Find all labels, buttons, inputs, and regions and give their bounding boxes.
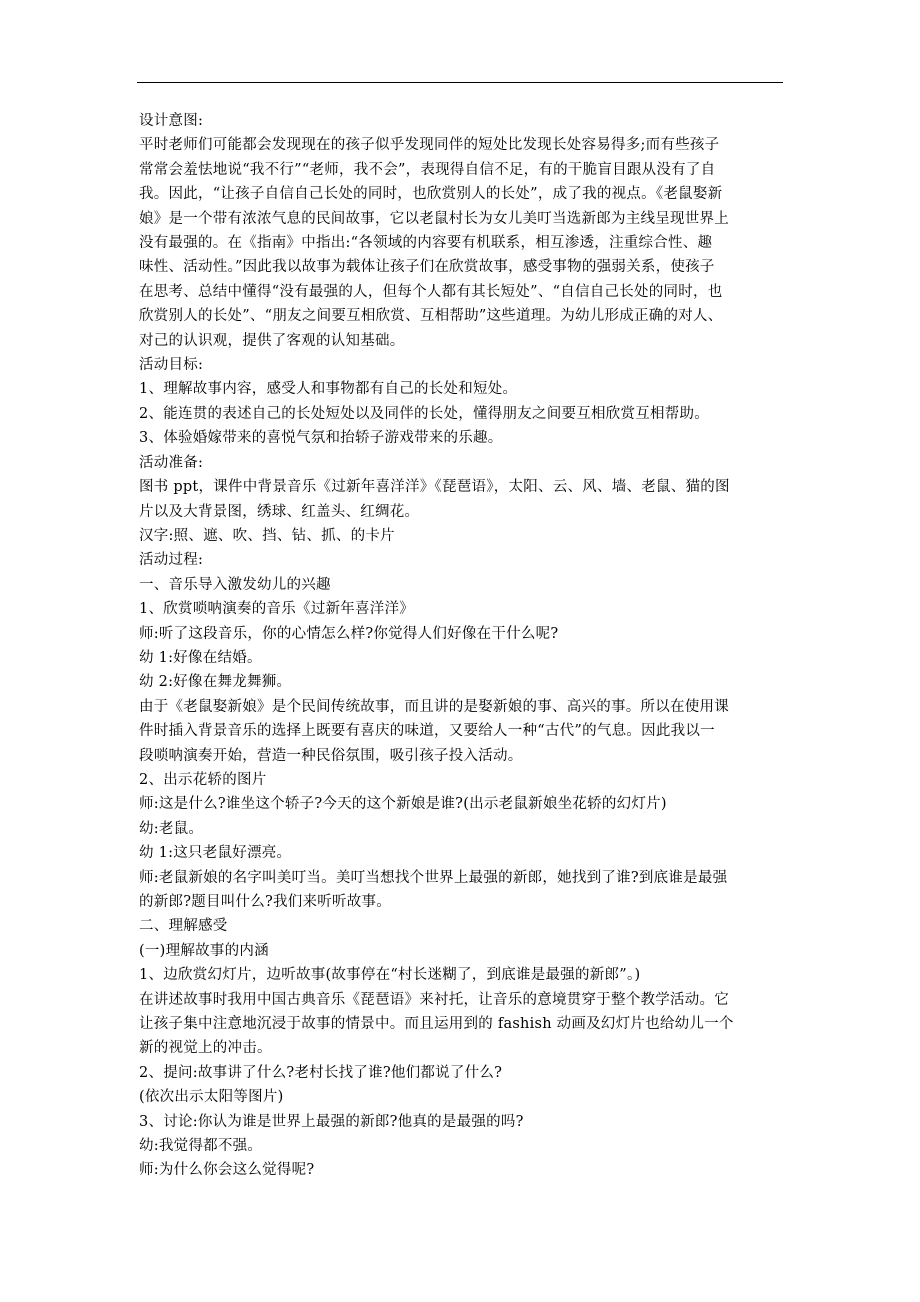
- text-line: 片以及大背景图，绣球、红盖头、红绸花。: [139, 503, 420, 520]
- text-line: 师:这是什么?谁坐这个轿子?今天的这个新娘是谁?(出示老鼠新娘坐花轿的幻灯片): [139, 796, 667, 813]
- text-line: 幼 1:好像在结婚。: [139, 649, 262, 666]
- text-line: 幼:我觉得都不强。: [139, 1138, 263, 1155]
- text-line: 新的视觉上的冲击。: [139, 1040, 272, 1057]
- text-line: 在思考、总结中懂得“没有最强的人，但每个人都有其长短处”、“自信自己长处的同时，也: [139, 283, 723, 300]
- text-line: 活动准备:: [139, 454, 204, 471]
- text-line: 幼 2:好像在舞龙舞狮。: [139, 674, 292, 691]
- text-line: 图书 ppt，课件中背景音乐《过新年喜洋洋》《琵琶语》，太阳、云、风、墙、老鼠、猫的图: [139, 479, 730, 496]
- text-line: 常常会羞怯地说“我不行”“老师，我不会”，表现得自信不足，有的干脆盲目跟从没有了自: [139, 161, 716, 178]
- text-line: 2、出示花轿的图片: [139, 771, 267, 788]
- text-line: 让孩子集中注意地沉浸于故事的情景中。而且运用到的 fashish 动画及幻灯片也给幼儿一个: [139, 1016, 734, 1033]
- text-line: 师:听了这段音乐，你的心情怎么样?你觉得人们好像在干什么呢?: [139, 625, 559, 642]
- text-line: 一、音乐导入激发幼儿的兴趣: [139, 576, 331, 593]
- header-rule: [137, 82, 783, 83]
- text-line: 汉字:照、遮、吹、挡、钻、抓、的卡片: [139, 527, 395, 544]
- text-line: 味性、活动性。”因此我以故事为载体让孩子们在欣赏故事，感受事物的强弱关系，使孩子: [139, 259, 715, 276]
- text-line: 由于《老鼠娶新娘》是个民间传统故事，而且讲的是娶新娘的事、高兴的事。所以在使用课: [139, 698, 729, 715]
- text-line: 娘》是一个带有浓浓气息的民间故事，它以老鼠村长为女儿美叮当选新郎为主线呈现世界上: [139, 210, 729, 227]
- text-line: 活动过程:: [139, 552, 204, 569]
- text-line: 1、边欣赏幻灯片，边听故事(故事停在“村长迷糊了，到底谁是最强的新郎”。): [139, 967, 641, 984]
- text-line: 幼:老鼠。: [139, 820, 204, 837]
- text-line: 活动目标:: [139, 357, 204, 374]
- text-line: 欣赏别人的长处”、“朋友之间要互相欣赏、互相帮助”这些道理。为幼儿形成正确的对人、: [139, 308, 723, 325]
- text-line: 段唢呐演奏开始，营造一种民俗氛围，吸引孩子投入活动。: [139, 747, 523, 764]
- document-body: [139, 109, 789, 1183]
- text-line: (依次出示太阳等图片): [139, 1089, 284, 1106]
- text-line: 的新郎?题目叫什么?我们来听听故事。: [139, 894, 392, 910]
- text-line: 对己的认识观，提供了客观的认知基础。: [139, 332, 405, 349]
- text-line: 我。因此，“让孩子自信自己长处的同时，也欣赏别人的长处”，成了我的视点。《老鼠娶新: [139, 186, 723, 203]
- text-line: 件时插入背景音乐的选择上既要有喜庆的味道，又要给人一种“古代”的气息。因此我以一: [139, 723, 715, 740]
- text-line: 师:老鼠新娘的名字叫美叮当。美叮当想找个世界上最强的新郎，她找到了谁?到底谁是最强: [139, 869, 728, 886]
- text-line: 2、提问:故事讲了什么?老村长找了谁?他们都说了什么?: [139, 1064, 503, 1081]
- text-line: 2、能连贯的表述自己的长处短处以及同伴的长处，懂得朋友之间要互相欣赏互相帮助。: [139, 405, 709, 422]
- text-line: 1、理解故事内容，感受人和事物都有自己的长处和短处。: [139, 381, 518, 398]
- text-line: 设计意图:: [139, 113, 204, 129]
- text-line: 二、理解感受: [139, 918, 228, 935]
- text-line: 没有最强的。在《指南》中指出:“各领域的内容要有机联系，相互渗透，注重综合性、趣: [139, 235, 713, 252]
- text-line: 3、讨论:你认为谁是世界上最强的新郎?他真的是最强的吗?: [139, 1113, 524, 1130]
- text-line: 3、体验婚嫁带来的喜悦气氛和抬轿子游戏带来的乐趣。: [139, 430, 503, 447]
- text-line: 幼 1:这只老鼠好漂亮。: [139, 845, 292, 862]
- text-line: 1、欣赏唢呐演奏的音乐《过新年喜洋洋》: [139, 601, 414, 618]
- text-line: 平时老师们可能都会发现现在的孩子似乎发现同伴的短处比发现长处容易得多;而有些孩子: [139, 137, 720, 154]
- text-line: 师:为什么你会这么觉得呢?: [139, 1162, 315, 1179]
- text-line: (一)理解故事的内涵: [139, 942, 269, 959]
- text-line: 在讲述故事时我用中国古典音乐《琵琶语》来衬托，让音乐的意境贯穿于整个教学活动。它: [139, 991, 729, 1008]
